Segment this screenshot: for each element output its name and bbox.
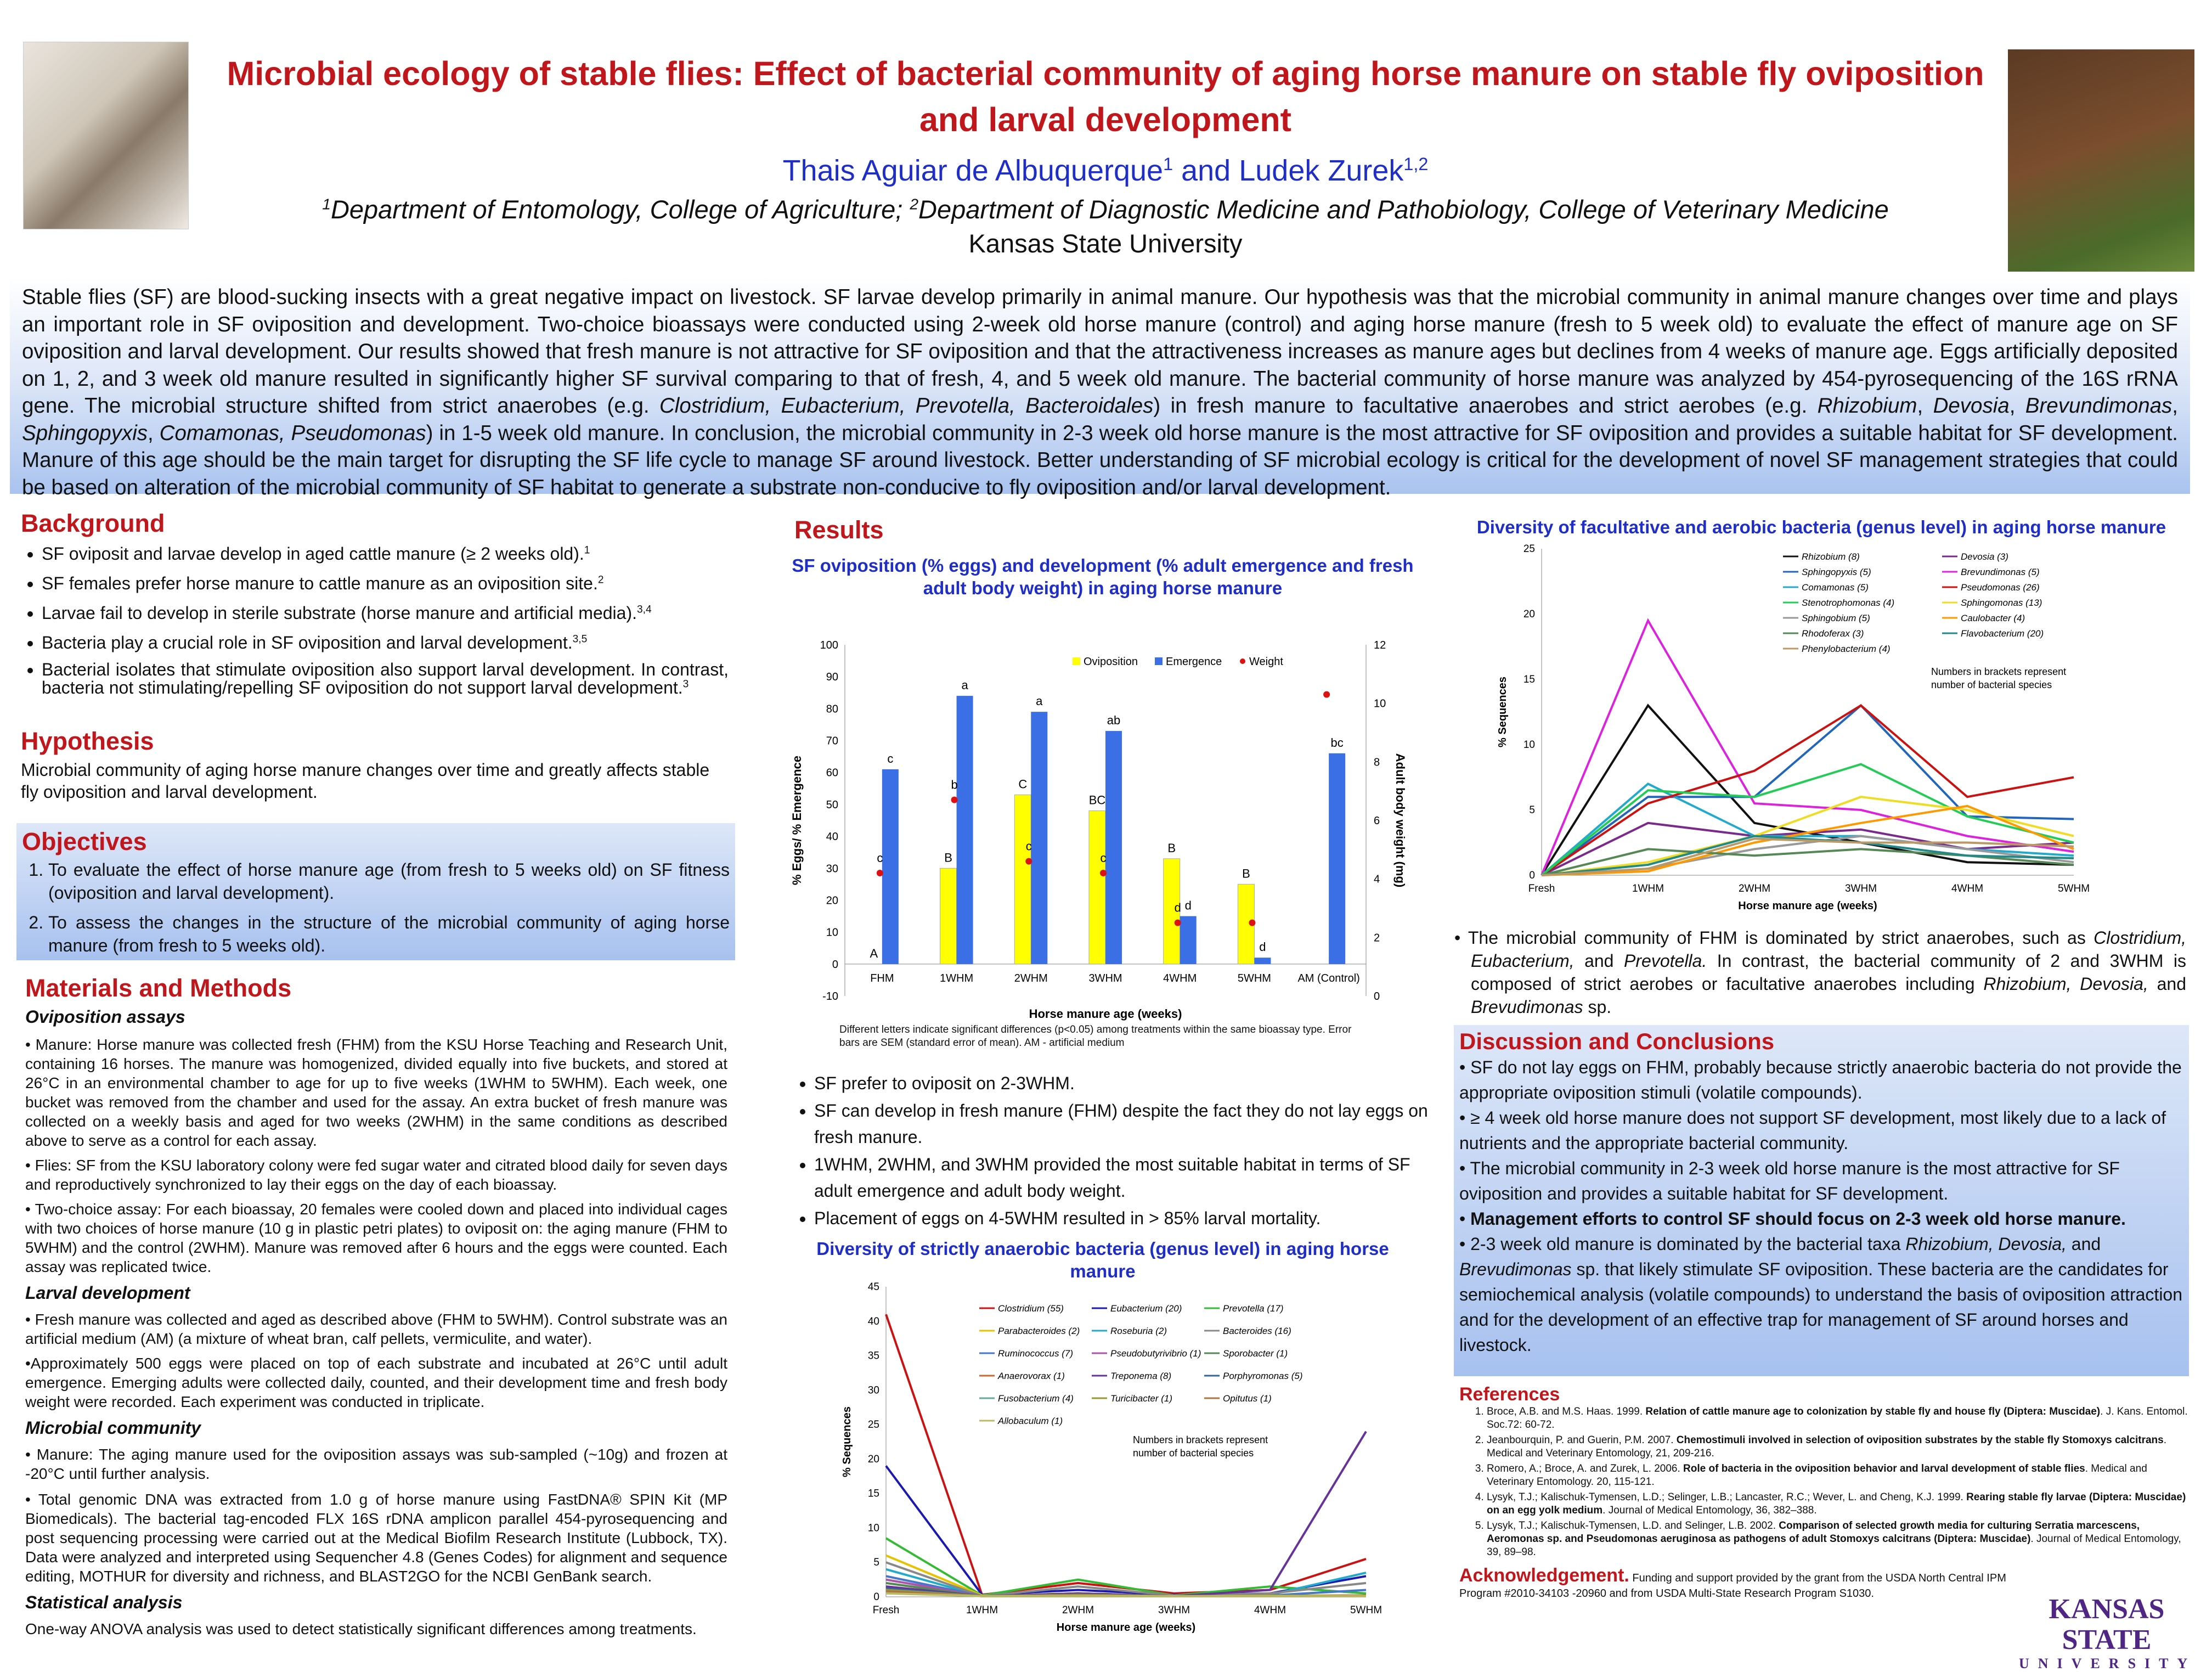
discussion-section [1454, 1025, 2189, 1376]
anaerobic-chart [785, 1279, 1426, 1641]
y-tick-label: 30 [867, 1384, 879, 1397]
y-tick-label: 10 [1523, 739, 1535, 751]
series-line [886, 1466, 1366, 1595]
methods-paragraph: One-way ANOVA analysis was used to detect statistically significant differences among treatments. [25, 1620, 697, 1637]
discussion-item: • Management efforts to control SF should focus on 2-3 week old horse manure. [1459, 1209, 2126, 1229]
legend-oviposition-swatch [1073, 657, 1080, 665]
x-tick-label: 1WHM [1632, 883, 1664, 894]
reference-item: 3. Romero, A.; Broce, A. and Zurek, L. 2006. Role of bacteria in the oviposition behavior and larval development of stable flies. Medical and Veterinary Entomology. 20, 115-121. [1487, 1462, 2189, 1489]
reference-item: 5. Lysyk, T.J.; Kalischuk-Tymensen, L.D. and Selinger, L.B. 2002. Comparison of selected growth media for culturing Serratia marcescens, Aeromonas sp. and Pseudomonas aeruginosa as pathogens of adult Stomoxys calcitrans (Diptera: Muscidae). Journal of Medical Entomology, 39, 89–98. [1487, 1519, 2189, 1559]
objectives-section [16, 823, 735, 960]
series-line [886, 1432, 1366, 1596]
legend-item: Eubacterium (20) [1110, 1303, 1182, 1314]
oviposition-letter: C [1018, 777, 1028, 791]
methods-paragraph: • Manure: Horse manure was collected fresh (FHM) from the KSU Horse Teaching and Research Unit, containing 16 horses. The manure was homogenized, divided equally into five buckets, and stored at 26°C in an environmental chamber to age for up to five weeks (1WHM to 5WHM). Each week, one bucket was removed from the chamber and used for the assay. An extra bucket of fresh manure was collected on a weekly basis and aged for two weeks (2WHM) in the same conditions as described above to serve as a control for each assay. [25, 1036, 727, 1149]
y2-tick-label: 8 [1374, 756, 1380, 769]
statistical-subtitle: Statistical analysis [25, 1592, 183, 1612]
hypothesis-title: Hypothesis [21, 727, 154, 755]
legend-item: Treponema (8) [1110, 1371, 1172, 1381]
y2-tick-label: 6 [1374, 815, 1380, 827]
abstract: Stable flies (SF) are blood-sucking insects with a great negative impact on livestock. SF larvae develop primarily in animal manure. Our hypothesis was that the microbial community in animal manure changes over time and plays an important role in SF oviposition and development. Two-choice bioassays were conducted using 2-week old horse manure (control) and aging horse manure (fresh to 5 week old) to evaluate the effect of manure age on SF oviposition and larval development. Our results showed that fresh manure is not attractive for SF oviposition and that the attractiveness increases as manure ages but declines from 4 weeks of manure age. Eggs artificially deposited on 1, 2, and 3 week old manure resulted in significantly higher SF survival comparing to that of fresh, 4, and 5 week old manure. The bacterial community of horse manure was analyzed by 454-pyrosequencing of the 16S rRNA gene. The microbial structure shifted from strict anaerobes (e.g. Clostridium, Eubacterium, Prevotella, Bacteroidales) in fresh manure to facultative anaerobes and strict aerobes (e.g. Rhizobium, Devosia, Brevundimonas, Sphingopyxis, Comamonas, Pseudomonas) in 1-5 week old manure. In conclusion, the microbial community in 2-3 week old horse manure is the most attractive for SF oviposition and provides a suitable habitat for SF development. Manure of this age should be the main target for disrupting the SF life cycle to manage SF around livestock. Better understanding of SF microbial ecology is critical for the development of novel SF management strategies that could be based on alteration of the microbial community of SF habitat to generate a substrate non-conducive to fly oviposition and/or larval development. [10, 277, 2190, 494]
methods-paragraph: • Total genomic DNA was extracted from 1.0 g of horse manure using FastDNA® SPIN Kit (MP Biomedicals). The bacterial tag-encoded FLX 16S rDNA amplicon parallel 454-pyrosequencing and post sequencing processing were carried out at the Medical Biofilm Research Institute (Lubbock, TX). Data were analyzed and interpreted using Sequencher 4.8 (Genes Codes) for alignment and sequence editing, MOTHUR for diversity and richness, and BLAST2GO for the NCBI GenBank search. [25, 1491, 727, 1585]
y-tick-label: 20 [867, 1453, 879, 1465]
weight-letter: c [1100, 851, 1107, 865]
y-tick-label: 80 [826, 703, 838, 716]
x-tick-label: 5WHM [1237, 972, 1271, 984]
legend-weight: Weight [1249, 656, 1283, 668]
x-tick-label: FHM [870, 972, 894, 984]
emergence-bar [1105, 731, 1122, 964]
oviposition-bar [940, 868, 957, 964]
objectives-title: Objectives [22, 827, 147, 855]
y-tick-label: 5 [873, 1557, 879, 1569]
legend-weight-swatch [1240, 658, 1245, 664]
chart3-title: Diversity of facultative and aerobic bacteria (genus level) in aging horse manure [1476, 517, 2166, 537]
chart3-plot [1497, 543, 2090, 912]
weight-letter: d [1174, 900, 1181, 915]
legend-item: Roseburia (2) [1110, 1326, 1167, 1336]
background-section [21, 509, 729, 703]
legend-item: Brevundimonas (5) [1961, 567, 2040, 577]
y-tick-label: 45 [867, 1281, 879, 1293]
legend-item: Rhizobium (8) [1802, 551, 1860, 562]
legend-item: Rhodoferax (3) [1802, 628, 1864, 639]
chart-note-1: Numbers in brackets represent [1931, 666, 2067, 677]
results-list [797, 1070, 1434, 1232]
poster-title: Microbial ecology of stable flies: Effect of bacterial community of aging horse manure on stable fly oviposition and larval development [227, 55, 1984, 138]
reference-item: 2. Jeanbourquin, P. and Guerin, P.M. 2007. Chemostimuli involved in selection of oviposition substrates by the stable fly Stomoxys calcitrans. Medical and Veterinary Entomology, 21, 209-216. [1487, 1434, 2189, 1460]
y-axis-label: % Sequences [1497, 677, 1509, 747]
oviposition-letter: B [1242, 866, 1250, 881]
right-bullet: • The microbial community of FHM is dominated by strict anaerobes, such as Clostridium, Eubacterium, and Prevotella. In contrast, the bacterial community of 2 and 3WHM is composed of strict aerobes or facultative anaerobes including Rhizobium, Devosia, and Brevudimonas sp. [1454, 928, 2187, 1017]
methods-paragraph: • Manure: The aging manure used for the oviposition assays was sub-sampled (~10g) and frozen at -20°C until further analysis. [25, 1446, 727, 1482]
methods-paragraph: • Two-choice assay: For each bioassay, 20 females were cooled down and placed into individual cages with two choices of horse manure (10 g in plastic petri plates) to oviposit on: the aging manure (FHM to 5WHM) and the control (2WHM). Manure was removed after 6 hours and the eggs were counted. Each assay was replicated twice. [25, 1201, 727, 1275]
y-tick-label: 60 [826, 767, 838, 779]
legend-item: Sporobacter (1) [1223, 1348, 1288, 1359]
x-axis-label: Horse manure age (weeks) [1056, 1622, 1196, 1634]
discussion-title: Discussion and Conclusions [1459, 1028, 1775, 1054]
y-tick-label: 35 [867, 1350, 879, 1362]
legend-item: Anaerovorax (1) [998, 1371, 1065, 1381]
legend-item: Opitutus (1) [1223, 1393, 1272, 1404]
list-item: • Placement of eggs on 4-5WHM resulted in > 85% larval mortality. [814, 1205, 1434, 1231]
y-tick-label: 0 [873, 1591, 879, 1603]
y-tick-label: 5 [1529, 804, 1535, 816]
stable-fly-photo [23, 42, 189, 229]
chart-note-1: Numbers in brackets represent [1133, 1434, 1268, 1445]
discussion-text [1459, 1055, 2183, 1358]
affiliations: $^1$Department of Entomology, College of Agriculture; $^2$Department of Diagnostic Medicine and Pathobiology, College of Veterinary Medicine [322, 195, 1889, 224]
emergence-letter: d [1259, 940, 1266, 954]
legend-item: Devosia (3) [1961, 551, 2008, 562]
logo-line1: KANSAS STATE [2049, 1594, 2165, 1656]
x-tick-label: Fresh [872, 1605, 900, 1616]
methods-paragraph: • Flies: SF from the KSU laboratory colony were fed sugar water and citrated blood daily for seven days and reproductively synchronized to lay their eggs on the day of each bioassay. [25, 1157, 727, 1193]
background-list [21, 542, 729, 697]
weight-point [1323, 691, 1330, 698]
references-list [1459, 1405, 2189, 1559]
x-tick-label: 5WHM [1350, 1605, 1383, 1616]
x-axis-label: Horse manure age (weeks) [1738, 900, 1877, 912]
legend-emergence: Emergence [1166, 656, 1222, 668]
university: Kansas State University [968, 229, 1243, 258]
legend-item: Stenotrophomonas (4) [1802, 598, 1895, 608]
list-item: 1. To evaluate the effect of horse manure age (from fresh to 5 weeks old) on SF fitness (oviposition and larval development). [48, 858, 730, 904]
x-axis-label: Horse manure age (weeks) [1029, 1007, 1182, 1021]
methods-title: Materials and Methods [25, 974, 292, 1002]
weight-point [1249, 920, 1255, 926]
discussion-item: • SF do not lay eggs on FHM, probably because strictly anaerobic bacteria do not provide the appropriate oviposition stimuli (volatile compounds). [1459, 1057, 2182, 1102]
emergence-letter: a [961, 678, 968, 693]
list-item: 2. To assess the changes in the structure of the microbial community of aging horse manure (from fresh to 5 weeks old). [48, 911, 730, 957]
legend-item: Prevotella (17) [1223, 1303, 1284, 1314]
chart-note-2: number of bacterial species [1133, 1448, 1254, 1459]
x-tick-label: 2WHM [1738, 883, 1771, 894]
discussion-item: • 2-3 week old manure is dominated by the bacterial taxa Rhizobium, Devosia, and Brevudimonas sp. that likely stimulate SF oviposition. These bacteria are the candidates for semiochemical analysis (volatile compounds) to understand the basis of oviposition attraction and for the development of an effective trap for management of SF around horses and livestock. [1459, 1234, 2183, 1355]
methods-section [25, 974, 727, 1639]
legend-item: Porphyromonas (5) [1223, 1371, 1303, 1381]
references-title: References [1459, 1384, 1560, 1405]
chart1-note: Different letters indicate significant differences (p<0.05) among treatments within the same bioassay type. Error bars are SEM (standard error of mean). AM - artificial medium [839, 1024, 1352, 1049]
background-title: Background [21, 509, 165, 537]
legend-item: Comamonas (5) [1802, 582, 1869, 593]
y-tick-label: 40 [867, 1315, 879, 1327]
y-tick-label: 40 [826, 831, 838, 843]
hypothesis-text: Microbial community of aging horse manure changes over time and greatly affects stable fly oviposition and larval development. [21, 760, 710, 802]
legend-item: Clostridium (55) [998, 1303, 1064, 1314]
emergence-bar [1329, 753, 1345, 964]
acknowledgement: Acknowledgement. Funding and support provided by the grant from the USDA North Central IPM Program #2010-34103 -20960 and from USDA Multi-State Research Program S1030. [1459, 1565, 2006, 1600]
legend-emergence-swatch [1155, 657, 1163, 665]
legend-item: Ruminococcus (7) [998, 1348, 1073, 1359]
chart1-plot [790, 639, 1407, 1021]
weight-point [1025, 858, 1032, 865]
list-item: • SF prefer to oviposit on 2-3WHM. [814, 1070, 1434, 1096]
x-tick-label: 2WHM [1014, 972, 1048, 984]
list-item: • Bacterial isolates that stimulate oviposition also support larval development. In contrast, bacteria not stimulating/repelling SF oviposition do not support larval development.$^3$ [42, 661, 729, 697]
x-tick-label: 2WHM [1062, 1605, 1094, 1616]
chart-note-2: number of bacterial species [1931, 679, 2052, 690]
emergence-letter: d [1184, 898, 1192, 913]
results-title: Results [794, 516, 884, 544]
x-tick-label: 4WHM [1163, 972, 1197, 984]
legend-item: Allobaculum (1) [998, 1416, 1063, 1426]
y-tick-label: 10 [826, 926, 838, 939]
y2-tick-label: 2 [1374, 932, 1380, 944]
emergence-bar [957, 696, 973, 964]
oviposition-subtitle: Oviposition assays [25, 1007, 185, 1027]
list-item: • 1WHM, 2WHM, and 3WHM provided the most suitable habitat in terms of SF adult emergence and adult body weight. [814, 1151, 1434, 1204]
emergence-letter: a [1036, 694, 1043, 708]
x-tick-label: 5WHM [2057, 883, 2090, 894]
x-tick-label: 4WHM [1951, 883, 1984, 894]
legend-oviposition: Oviposition [1084, 656, 1138, 668]
list-item: • SF oviposit and larvae develop in aged cattle manure (≥ 2 weeks old).$^1$ [42, 542, 729, 565]
x-tick-label: 4WHM [1254, 1605, 1286, 1616]
oviposition-bar [1089, 811, 1105, 964]
legend-item: Pseudobutyrivibrio (1) [1110, 1348, 1201, 1359]
y-tick-label: 70 [826, 735, 838, 747]
list-item: • Bacteria play a crucial role in SF oviposition and larval development.$^{3,5}$ [42, 631, 729, 654]
oviposition-chart [785, 631, 1426, 1054]
y2-axis-label: Adult body weight (mg) [1393, 753, 1407, 888]
weight-letter: c [877, 851, 883, 865]
y-tick-label: 15 [867, 1488, 879, 1500]
legend-item: Turicibacter (1) [1110, 1393, 1173, 1404]
emergence-letter: ab [1107, 713, 1121, 728]
list-item: • SF can develop in fresh manure (FHM) despite the fact they do not lay eggs on fresh manure. [814, 1097, 1434, 1150]
x-tick-label: 1WHM [966, 1605, 998, 1616]
oviposition-letter: B [944, 851, 952, 865]
chart1-title: SF oviposition (% eggs) and development (% adult emergence and fresh adult body weight) in aging horse manure [792, 555, 1414, 598]
legend-item: Fusobacterium (4) [998, 1393, 1074, 1404]
hypothesis-section [21, 727, 729, 803]
emergence-letter: bc [1330, 735, 1344, 750]
legend-item: Flavobacterium (20) [1961, 628, 2044, 639]
oviposition-bar [1014, 795, 1031, 964]
y-tick-label: 50 [826, 798, 838, 811]
list-item: • SF females prefer horse manure to cattle manure as an oviposition site.$^2$ [42, 572, 729, 595]
objectives-list [22, 858, 730, 957]
discussion-item: • The microbial community in 2-3 week old horse manure is the most attractive for SF oviposition and provides a suitable habitat for SF development. [1459, 1158, 2120, 1203]
legend-item: Bacteroides (16) [1223, 1326, 1291, 1336]
y-axis-label: % Sequences [841, 1406, 853, 1477]
horse-photo [2008, 49, 2194, 272]
emergence-bar [1031, 712, 1047, 964]
methods-paragraph: • Fresh manure was collected and aged as described above (FHM to 5WHM). Control substrate was an artificial medium (AM) (a mixture of wheat bran, calf pellets, vermiculite, and water). [25, 1311, 727, 1347]
oviposition-letter: B [1167, 841, 1176, 855]
aerobic-chart [1481, 541, 2194, 914]
y-axis-label: % Eggs/ % Emergence [790, 756, 804, 885]
x-tick-label: 3WHM [1844, 883, 1877, 894]
emergence-bar [1254, 958, 1271, 964]
list-item: • Larvae fail to develop in sterile substrate (horse manure and artificial media).$^{3,4}$ [42, 601, 729, 624]
y-tick-label: 15 [1523, 674, 1535, 685]
weight-point [877, 870, 883, 876]
emergence-letter: c [887, 751, 894, 765]
y-tick-label: 90 [826, 671, 838, 684]
y-tick-label: 30 [826, 863, 838, 875]
weight-point [1175, 920, 1181, 926]
y2-tick-label: 10 [1374, 697, 1386, 710]
legend-item: Pseudomonas (26) [1961, 582, 2040, 593]
emergence-bar [1180, 916, 1197, 964]
x-tick-label: 3WHM [1158, 1605, 1190, 1616]
ksu-logo [2019, 1594, 2197, 1672]
oviposition-letter: BC [1088, 793, 1106, 807]
x-tick-label: Fresh [1528, 883, 1555, 894]
y-tick-label: 25 [867, 1419, 879, 1431]
x-tick-label: AM (Control) [1297, 972, 1360, 984]
chart2-plot [841, 1281, 1382, 1634]
discussion-item: • ≥ 4 week old horse manure does not support SF development, most likely due to a lack of nutrients and the appropriate bacterial community. [1459, 1108, 2166, 1153]
legend-item: Caulobacter (4) [1961, 613, 2025, 623]
y-tick-label: 20 [1523, 609, 1535, 620]
legend-item: Parabacteroides (2) [998, 1326, 1080, 1336]
y-tick-label: 100 [820, 639, 838, 651]
x-tick-label: 3WHM [1088, 972, 1122, 984]
oviposition-letter: A [870, 946, 878, 960]
weight-point [1100, 870, 1107, 876]
x-tick-label: 1WHM [940, 972, 974, 984]
weight-letter: c [1025, 839, 1032, 853]
y2-tick-label: 4 [1374, 873, 1380, 886]
y-tick-label: 0 [1529, 870, 1535, 881]
y-tick-label: 10 [867, 1522, 879, 1534]
emergence-bar [882, 769, 899, 964]
references-section [1459, 1384, 2189, 1561]
legend-item: Sphingomonas (13) [1961, 598, 2042, 608]
logo-line2: UNIVERSITY [2019, 1656, 2197, 1671]
reference-item: 1. Broce, A.B. and M.S. Haas. 1999. Relation of cattle manure age to colonization by stable fly and house fly (Diptera: Muscidae). J. Kans. Entomol. Soc.72: 60-72. [1487, 1405, 2189, 1432]
larval-subtitle: Larval development [25, 1283, 190, 1303]
y-tick-label: 25 [1523, 543, 1535, 555]
y-tick-label: 20 [826, 894, 838, 907]
y-tick-label: 0 [832, 958, 838, 971]
authors: Thais Aguiar de Albuquerque$^1$ and Ludek Zurek$^{1,2}$ [782, 154, 1429, 187]
weight-letter: b [951, 778, 958, 792]
y2-tick-label: 0 [1374, 990, 1380, 1003]
series-line [1542, 784, 2074, 875]
legend-item: Phenylobacterium (4) [1802, 644, 1891, 654]
methods-paragraph: •Approximately 500 eggs were placed on top of each substrate and incubated at 26°C until adult emergence. Emerging adults were collected daily, counted, and their development time and fresh body weight were recorded. Each experiment was conducted in triplicate. [25, 1355, 727, 1410]
y-tick-label: -10 [822, 990, 838, 1003]
legend-item: Sphingobium (5) [1802, 613, 1870, 623]
weight-point [951, 797, 958, 803]
microbial-subtitle: Microbial community [25, 1418, 201, 1438]
chart2-title: Diversity of strictly anaerobic bacteria (genus level) in aging horse manure [816, 1238, 1389, 1281]
reference-item: 4. Lysyk, T.J.; Kalischuk-Tymensen, L.D.; Selinger, L.B.; Lancaster, R.C.; Wever, L. and Cheng, K.J. 1999. Rearing stable fly larvae (Diptera: Muscidae) on an egg yolk medium. Journal of Medical Entomology, 36, 382–388. [1487, 1491, 2189, 1517]
legend-item: Sphingopyxis (5) [1802, 567, 1871, 577]
y2-tick-label: 12 [1374, 639, 1386, 651]
